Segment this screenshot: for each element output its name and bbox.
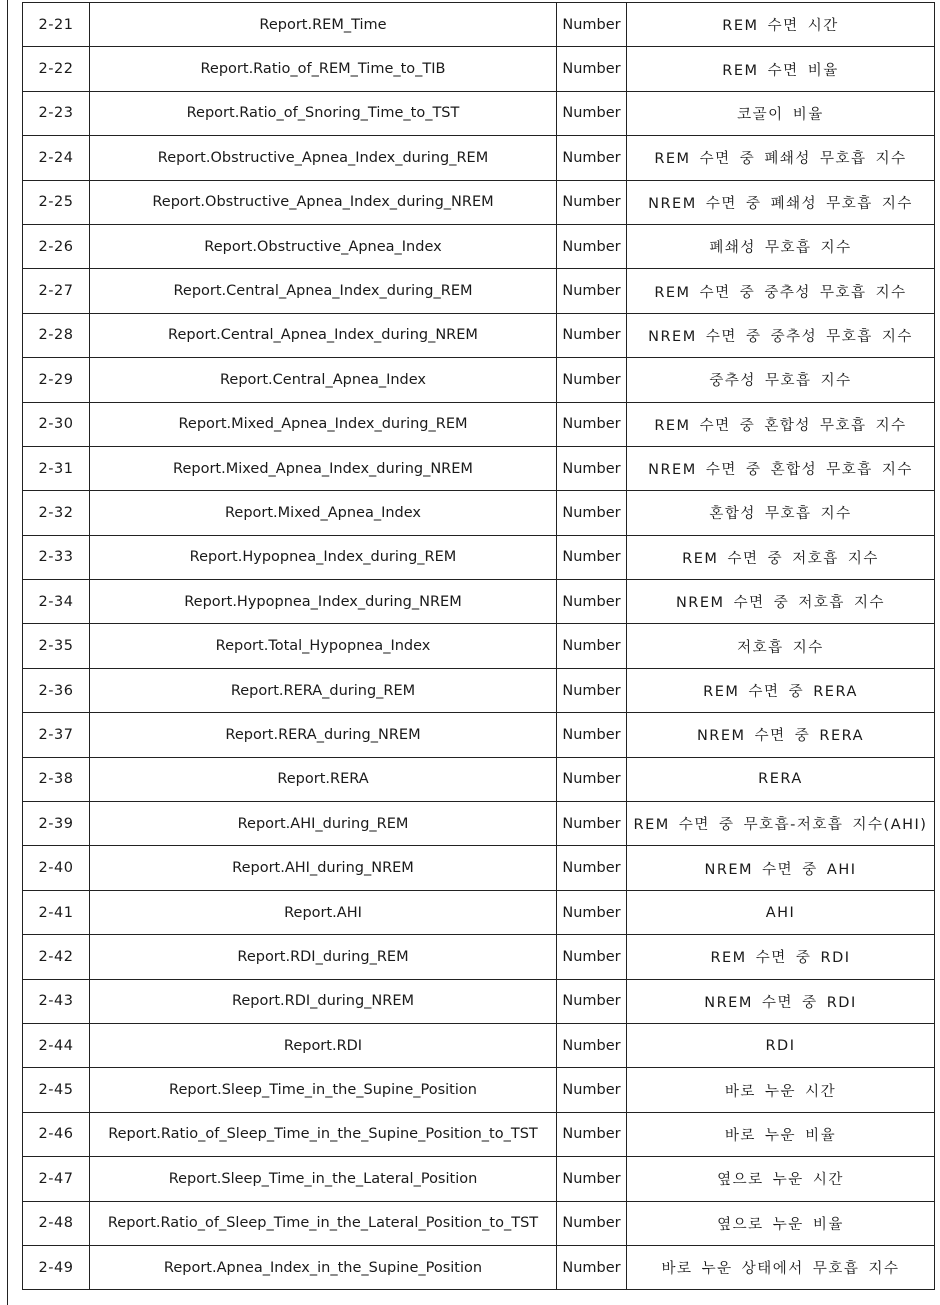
description-cell: REM 수면 중 저호흡 지수 <box>627 535 935 579</box>
row-id-cell: 2-40 <box>23 846 90 890</box>
row-id-cell: 2-21 <box>23 3 90 47</box>
row-id-cell: 2-48 <box>23 1201 90 1245</box>
data-type-cell: Number <box>557 757 627 801</box>
row-id-cell: 2-27 <box>23 269 90 313</box>
table-row <box>23 668 935 712</box>
row-id-cell: 2-35 <box>23 624 90 668</box>
row-id-cell: 2-29 <box>23 358 90 402</box>
table-row <box>23 313 935 357</box>
description-cell: 바로 누운 시간 <box>627 1068 935 1112</box>
data-type-cell: Number <box>557 624 627 668</box>
table-row <box>23 580 935 624</box>
data-type-cell: Number <box>557 269 627 313</box>
table-row <box>23 1201 935 1245</box>
row-id-cell: 2-24 <box>23 136 90 180</box>
description-cell: REM 수면 중 중추성 무호흡 지수 <box>627 269 935 313</box>
table-row <box>23 802 935 846</box>
description-cell: NREM 수면 중 저호흡 지수 <box>627 580 935 624</box>
field-name-cell: Report.RERA_during_REM <box>90 668 557 712</box>
table-row <box>23 535 935 579</box>
data-type-cell: Number <box>557 136 627 180</box>
description-cell: RDI <box>627 1023 935 1067</box>
description-cell: 혼합성 무호흡 지수 <box>627 491 935 535</box>
description-cell: 중추성 무호흡 지수 <box>627 358 935 402</box>
row-id-cell: 2-42 <box>23 935 90 979</box>
table-row <box>23 757 935 801</box>
data-type-cell: Number <box>557 979 627 1023</box>
field-name-cell: Report.Hypopnea_Index_during_REM <box>90 535 557 579</box>
table-row <box>23 47 935 91</box>
data-type-cell: Number <box>557 180 627 224</box>
field-name-cell: Report.REM_Time <box>90 3 557 47</box>
table-row <box>23 1023 935 1067</box>
description-cell: 옆으로 누운 비율 <box>627 1201 935 1245</box>
field-name-cell: Report.Mixed_Apnea_Index <box>90 491 557 535</box>
table-row <box>23 402 935 446</box>
description-cell: NREM 수면 중 RDI <box>627 979 935 1023</box>
row-id-cell: 2-37 <box>23 713 90 757</box>
data-type-cell: Number <box>557 1023 627 1067</box>
description-cell: REM 수면 중 폐쇄성 무호흡 지수 <box>627 136 935 180</box>
row-id-cell: 2-45 <box>23 1068 90 1112</box>
field-name-cell: Report.RERA_during_NREM <box>90 713 557 757</box>
row-id-cell: 2-46 <box>23 1112 90 1156</box>
table-row <box>23 1112 935 1156</box>
description-cell: NREM 수면 중 중추성 무호흡 지수 <box>627 313 935 357</box>
field-name-cell: Report.Obstructive_Apnea_Index_during_REM <box>90 136 557 180</box>
field-name-cell: Report.RDI_during_NREM <box>90 979 557 1023</box>
row-id-cell: 2-26 <box>23 224 90 268</box>
table-row <box>23 358 935 402</box>
description-cell: RERA <box>627 757 935 801</box>
field-name-cell: Report.AHI_during_REM <box>90 802 557 846</box>
table-row <box>23 846 935 890</box>
field-name-cell: Report.RDI <box>90 1023 557 1067</box>
row-id-cell: 2-23 <box>23 91 90 135</box>
field-name-cell: Report.Ratio_of_Snoring_Time_to_TST <box>90 91 557 135</box>
report-field-table <box>22 2 935 1290</box>
field-name-cell: Report.Obstructive_Apnea_Index_during_NREM <box>90 180 557 224</box>
row-id-cell: 2-36 <box>23 668 90 712</box>
row-id-cell: 2-33 <box>23 535 90 579</box>
data-type-cell: Number <box>557 1157 627 1201</box>
table-row <box>23 890 935 934</box>
table-row <box>23 624 935 668</box>
field-name-cell: Report.Ratio_of_REM_Time_to_TIB <box>90 47 557 91</box>
field-name-cell: Report.Ratio_of_Sleep_Time_in_the_Lateral_Position_to_TST <box>90 1201 557 1245</box>
row-id-cell: 2-30 <box>23 402 90 446</box>
description-cell: 저호흡 지수 <box>627 624 935 668</box>
data-type-cell: Number <box>557 1112 627 1156</box>
row-id-cell: 2-43 <box>23 979 90 1023</box>
data-type-cell: Number <box>557 446 627 490</box>
data-type-cell: Number <box>557 47 627 91</box>
table-row <box>23 136 935 180</box>
field-name-cell: Report.Ratio_of_Sleep_Time_in_the_Supine_Position_to_TST <box>90 1112 557 1156</box>
row-id-cell: 2-31 <box>23 446 90 490</box>
field-name-cell: Report.Sleep_Time_in_the_Supine_Position <box>90 1068 557 1112</box>
data-type-cell: Number <box>557 713 627 757</box>
description-cell: 코골이 비율 <box>627 91 935 135</box>
row-id-cell: 2-49 <box>23 1245 90 1289</box>
row-id-cell: 2-22 <box>23 47 90 91</box>
description-cell: NREM 수면 중 혼합성 무호흡 지수 <box>627 446 935 490</box>
data-type-cell: Number <box>557 402 627 446</box>
row-id-cell: 2-34 <box>23 580 90 624</box>
description-cell: 옆으로 누운 시간 <box>627 1157 935 1201</box>
description-cell: 폐쇄성 무호흡 지수 <box>627 224 935 268</box>
row-id-cell: 2-39 <box>23 802 90 846</box>
table-row <box>23 935 935 979</box>
description-cell: NREM 수면 중 AHI <box>627 846 935 890</box>
description-cell: NREM 수면 중 폐쇄성 무호흡 지수 <box>627 180 935 224</box>
page-left-border <box>7 0 8 1305</box>
description-cell: REM 수면 중 RDI <box>627 935 935 979</box>
row-id-cell: 2-47 <box>23 1157 90 1201</box>
field-name-cell: Report.Apnea_Index_in_the_Supine_Position <box>90 1245 557 1289</box>
description-cell: REM 수면 비율 <box>627 47 935 91</box>
table-row <box>23 224 935 268</box>
data-type-cell: Number <box>557 1068 627 1112</box>
table-row <box>23 180 935 224</box>
field-name-cell: Report.Mixed_Apnea_Index_during_NREM <box>90 446 557 490</box>
data-type-cell: Number <box>557 91 627 135</box>
table-row <box>23 491 935 535</box>
field-name-cell: Report.Obstructive_Apnea_Index <box>90 224 557 268</box>
table-row <box>23 446 935 490</box>
description-cell: 바로 누운 비율 <box>627 1112 935 1156</box>
data-type-cell: Number <box>557 358 627 402</box>
row-id-cell: 2-28 <box>23 313 90 357</box>
data-type-cell: Number <box>557 580 627 624</box>
row-id-cell: 2-44 <box>23 1023 90 1067</box>
data-type-cell: Number <box>557 1245 627 1289</box>
data-type-cell: Number <box>557 3 627 47</box>
field-name-cell: Report.Mixed_Apnea_Index_during_REM <box>90 402 557 446</box>
row-id-cell: 2-32 <box>23 491 90 535</box>
data-type-cell: Number <box>557 890 627 934</box>
table-row <box>23 713 935 757</box>
data-type-cell: Number <box>557 668 627 712</box>
table-row <box>23 3 935 47</box>
data-type-cell: Number <box>557 935 627 979</box>
data-type-cell: Number <box>557 535 627 579</box>
table-row <box>23 1068 935 1112</box>
table-row <box>23 1157 935 1201</box>
description-cell: REM 수면 중 RERA <box>627 668 935 712</box>
description-cell: REM 수면 중 무호흡-저호흡 지수(AHI) <box>627 802 935 846</box>
field-name-cell: Report.AHI_during_NREM <box>90 846 557 890</box>
description-cell: REM 수면 중 혼합성 무호흡 지수 <box>627 402 935 446</box>
row-id-cell: 2-38 <box>23 757 90 801</box>
data-type-cell: Number <box>557 802 627 846</box>
field-name-cell: Report.Hypopnea_Index_during_NREM <box>90 580 557 624</box>
table-row <box>23 1245 935 1289</box>
field-name-cell: Report.RDI_during_REM <box>90 935 557 979</box>
field-name-cell: Report.Central_Apnea_Index <box>90 358 557 402</box>
table-body <box>23 3 935 1290</box>
data-type-cell: Number <box>557 846 627 890</box>
description-cell: NREM 수면 중 RERA <box>627 713 935 757</box>
data-type-cell: Number <box>557 224 627 268</box>
table-row <box>23 979 935 1023</box>
table-row <box>23 91 935 135</box>
field-name-cell: Report.Total_Hypopnea_Index <box>90 624 557 668</box>
field-name-cell: Report.AHI <box>90 890 557 934</box>
data-type-cell: Number <box>557 1201 627 1245</box>
table-row <box>23 269 935 313</box>
data-type-cell: Number <box>557 313 627 357</box>
data-type-cell: Number <box>557 491 627 535</box>
field-name-cell: Report.Central_Apnea_Index_during_REM <box>90 269 557 313</box>
field-name-cell: Report.Central_Apnea_Index_during_NREM <box>90 313 557 357</box>
description-cell: REM 수면 시간 <box>627 3 935 47</box>
row-id-cell: 2-25 <box>23 180 90 224</box>
row-id-cell: 2-41 <box>23 890 90 934</box>
description-cell: 바로 누운 상태에서 무호흡 지수 <box>627 1245 935 1289</box>
field-name-cell: Report.RERA <box>90 757 557 801</box>
field-name-cell: Report.Sleep_Time_in_the_Lateral_Position <box>90 1157 557 1201</box>
description-cell: AHI <box>627 890 935 934</box>
